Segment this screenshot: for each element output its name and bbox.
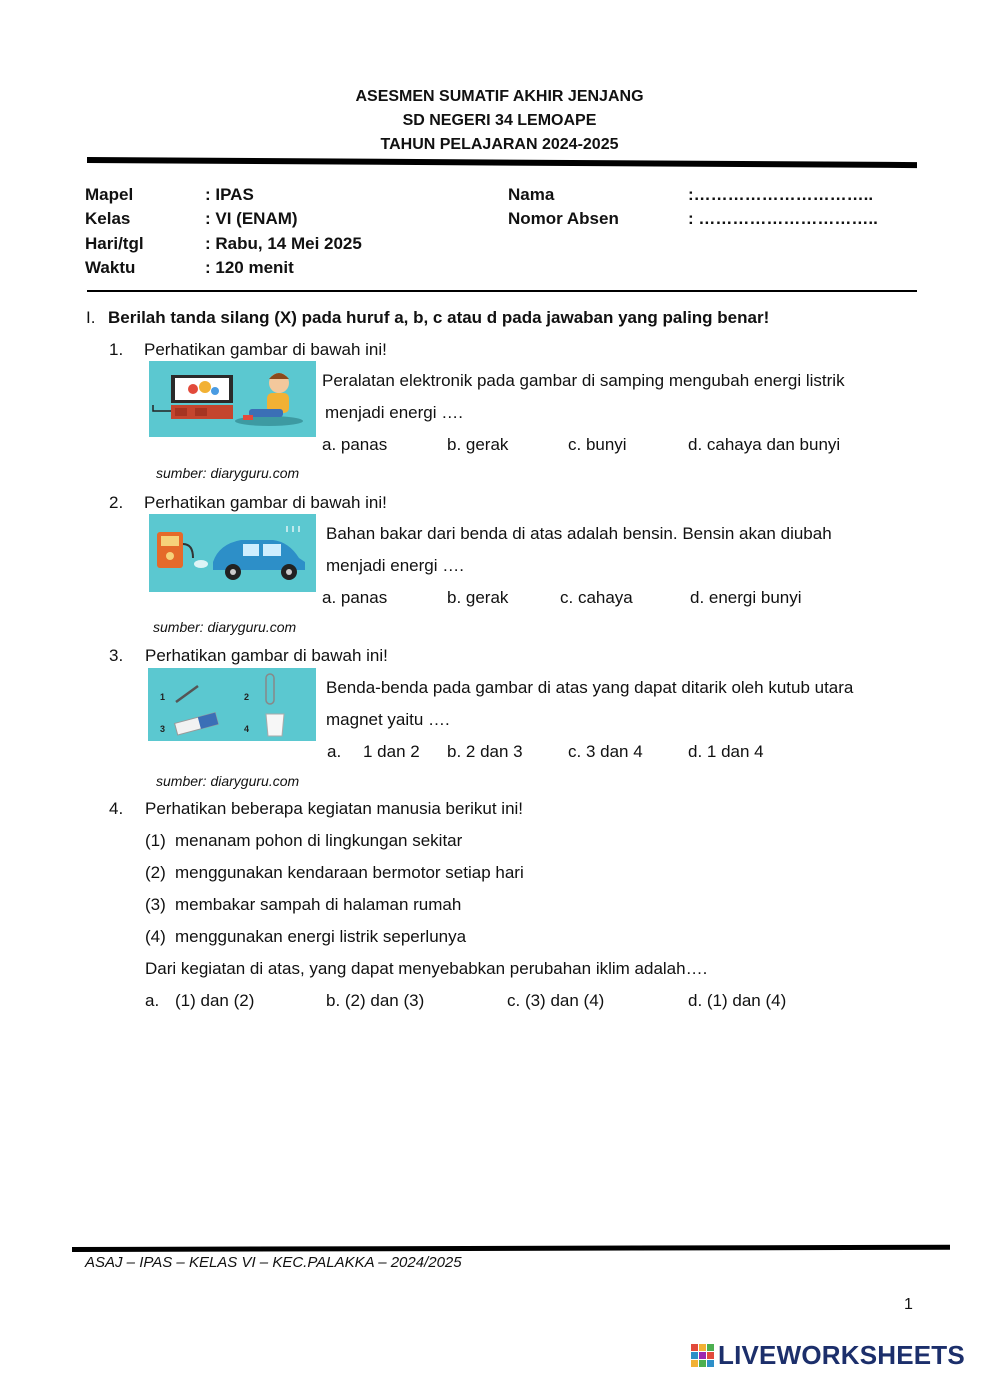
- q4-item-text: menanam pohon di lingkungan sekitar: [175, 831, 463, 850]
- q2-option-a[interactable]: a. panas: [322, 588, 388, 607]
- header-line-3: TAHUN PELAJARAN 2024-2025: [380, 136, 619, 153]
- q4-option-d[interactable]: d. (1) dan (4): [688, 991, 787, 1010]
- q3-option-a[interactable]: 1 dan 2: [363, 742, 420, 761]
- q4-option-a-letter[interactable]: a.: [145, 991, 160, 1010]
- item-label-1: 1: [160, 692, 166, 702]
- page-number: 1: [904, 1296, 913, 1313]
- q1-prompt: Perhatikan gambar di bawah ini!: [144, 340, 387, 359]
- q2-source: sumber: diaryguru.com: [153, 619, 297, 635]
- header-line-2: SD NEGERI 34 LEMOAPE: [402, 112, 597, 129]
- q2-stem-line2: menjadi energi ….: [326, 556, 464, 575]
- waktu-value: : 120 menit: [205, 258, 294, 277]
- q4-option-a[interactable]: (1) dan (2): [175, 991, 255, 1010]
- section-instruction: Berilah tanda silang (X) pada huruf a, b, c atau d pada jawaban yang paling benar!: [108, 308, 770, 327]
- q2-option-d[interactable]: d. energi bunyi: [690, 588, 802, 607]
- q3-stem-line2: magnet yaitu ….: [326, 710, 450, 729]
- q4-question: Dari kegiatan di atas, yang dapat menyebabkan perubahan iklim adalah….: [145, 959, 708, 978]
- mapel-label: Mapel: [85, 185, 134, 204]
- q4-item-text: membakar sampah di halaman rumah: [175, 895, 462, 914]
- q4-option-c[interactable]: c. (3) dan (4): [507, 991, 605, 1010]
- mapel-value: : IPAS: [205, 185, 254, 204]
- q3-number: 3.: [109, 646, 124, 665]
- q1-number: 1.: [109, 340, 124, 359]
- q2-prompt: Perhatikan gambar di bawah ini!: [144, 493, 387, 512]
- q4-item-number: (1): [145, 831, 166, 850]
- q4-item-number: (3): [145, 895, 166, 914]
- glass-icon: [266, 714, 284, 736]
- q4-option-b[interactable]: b. (2) dan (3): [326, 991, 425, 1010]
- q1-option-c[interactable]: c. bunyi: [568, 435, 627, 454]
- q1-option-d[interactable]: d. cahaya dan bunyi: [688, 435, 841, 454]
- liveworksheets-logo-icon: [691, 1344, 715, 1368]
- header-divider: [87, 157, 917, 168]
- waktu-label: Waktu: [85, 258, 136, 277]
- q3-prompt: Perhatikan gambar di bawah ini!: [145, 646, 388, 665]
- q1-source: sumber: diaryguru.com: [156, 465, 300, 481]
- q3-option-d[interactable]: d. 1 dan 4: [688, 742, 764, 761]
- fuel-car-image: [149, 514, 316, 592]
- tv-child-image: [149, 361, 316, 437]
- magnet-items-image: [148, 668, 316, 741]
- header-line-1: ASESMEN SUMATIF AKHIR JENJANG: [355, 88, 644, 105]
- q3-stem-line1: Benda-benda pada gambar di atas yang dapat ditarik oleh kutub utara: [326, 678, 854, 697]
- q4-item-number: (2): [145, 863, 166, 882]
- q3-option-b[interactable]: b. 2 dan 3: [447, 742, 523, 761]
- q3-source: sumber: diaryguru.com: [156, 773, 300, 789]
- info-divider: [87, 290, 917, 292]
- hari-label: Hari/tgl: [85, 234, 144, 253]
- q1-stem-line2: menjadi energi ….: [325, 403, 463, 422]
- footer-text: ASAJ – IPAS – KELAS VI – KEC.PALAKKA – 2024/2025: [85, 1254, 462, 1271]
- liveworksheets-watermark[interactable]: LIVEWORKSHEETS: [718, 1340, 965, 1370]
- q2-option-c[interactable]: c. cahaya: [560, 588, 633, 607]
- kelas-label: Kelas: [85, 209, 131, 228]
- q2-stem-line1: Bahan bakar dari benda di atas adalah bensin. Bensin akan diubah: [326, 524, 832, 543]
- q2-number: 2.: [109, 493, 124, 512]
- nama-field[interactable]: :…………………………..: [688, 185, 874, 204]
- q1-stem-line1: Peralatan elektronik pada gambar di samping mengubah energi listrik: [322, 371, 845, 390]
- absen-field[interactable]: : …………………………..: [688, 209, 878, 228]
- q4-item-number: (4): [145, 927, 166, 946]
- q4-prompt: Perhatikan beberapa kegiatan manusia berikut ini!: [145, 799, 524, 818]
- q3-option-a-letter[interactable]: a.: [327, 742, 342, 761]
- q3-option-c[interactable]: c. 3 dan 4: [568, 742, 643, 761]
- kelas-value: : VI (ENAM): [205, 209, 298, 228]
- q2-option-b[interactable]: b. gerak: [447, 588, 509, 607]
- absen-label: Nomor Absen: [508, 209, 619, 228]
- q4-number: 4.: [109, 799, 124, 818]
- nama-label: Nama: [508, 185, 555, 204]
- footer-divider: [72, 1245, 950, 1252]
- section-number: I.: [86, 308, 96, 327]
- item-label-2: 2: [244, 692, 250, 702]
- item-label-3: 3: [160, 724, 166, 734]
- item-label-4: 4: [244, 724, 250, 734]
- q1-option-a[interactable]: a. panas: [322, 435, 388, 454]
- q1-option-b[interactable]: b. gerak: [447, 435, 509, 454]
- q4-item-text: menggunakan energi listrik seperlunya: [175, 927, 467, 946]
- q4-item-text: menggunakan kendaraan bermotor setiap hari: [175, 863, 524, 882]
- hari-value: : Rabu, 14 Mei 2025: [205, 234, 362, 253]
